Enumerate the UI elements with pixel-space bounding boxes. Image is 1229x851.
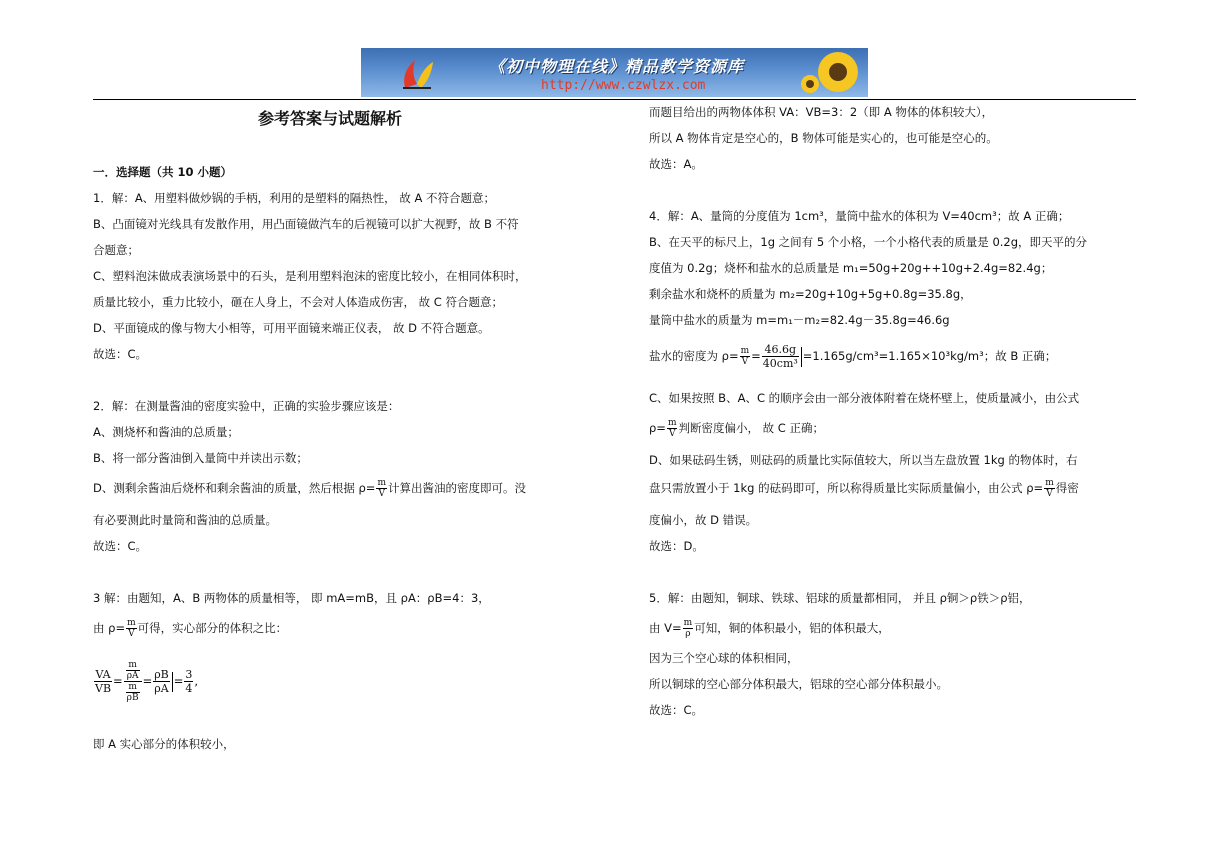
q4-line: B、在天平的标尺上，1g 之间有 5 个小格，一个小格代表的质量是 0.2g，即天平的分 (649, 235, 1088, 249)
q2-answer: 故选：C。 (93, 539, 148, 553)
section-heading: 一．选择题（共 10 小题） (93, 165, 233, 179)
q3-line: 即 A 实心部分的体积较小， (93, 737, 235, 751)
q2-line-formula (93, 478, 526, 499)
q1-line: B、凸面镜对光线具有发散作用，用凸面镜做汽车的后视镜可以扩大视野，故 B 不符 (93, 217, 519, 231)
q5-line: 5．解：由题知，铜球、铁球、铝球的质量都相同， 并且 ρ铜＞ρ铁＞ρ铝， (649, 591, 1031, 605)
fraction: $\frac{m}{V}$ (127, 618, 136, 639)
fraction: $\frac{\rho B}{\rho A}$ (154, 668, 169, 695)
q3-ratio-formula: $\frac{VA}{VB}$ = $\frac{\frac{m}{\rho A}}{\frac{m}{\rho B}}$ = $\frac{\rho B}{\rho A}$ = $\frac{3}{4}$ , (95, 660, 199, 703)
q3-cont-line: 而题目给出的两物体体积 VA：VB=3：2（即 A 物体的体积较大）， (649, 105, 994, 119)
q5-text: 由 V= (649, 621, 682, 635)
q3-line: 3 解：由题知，A、B 两物体的质量相等， 即 mA=mB，且 ρA：ρB=4：3， (93, 591, 490, 605)
fraction: $\frac{46.6g}{\text{40cm³}}$ (762, 343, 798, 370)
q4-line-formula (649, 478, 1079, 499)
q5-line-formula (649, 618, 890, 639)
q1-answer: 故选：C。 (93, 347, 148, 361)
q1-line: 1．解：A、用塑料做炒锅的手柄，利用的是塑料的隔热性， 故 A 不符合题意； (93, 191, 496, 205)
q3-cont-line: 所以 A 物体肯定是空心的，B 物体可能是实心的，也可能是空心的。 (649, 131, 998, 145)
fraction: $\frac{m}{V}$ (667, 418, 677, 439)
fraction: $\frac{VA}{VB}$ (95, 668, 112, 695)
q1-line: D、平面镜成的像与物大小相等，可用平面镜来端正仪表， 故 D 不符合题意。 (93, 321, 490, 335)
fraction: $\frac{m}{V}$ (740, 346, 750, 367)
fraction: $\frac{\frac{m}{\rho A}}{\frac{m}{\rho B}}$ (124, 660, 142, 703)
q2-line: B、将一部分酱油倒入量筒中并读出示数； (93, 451, 308, 465)
q4-text: 得密 (1055, 481, 1079, 495)
q2-line: A、测烧杯和酱油的总质量； (93, 425, 239, 439)
q4-text: ρ= (649, 421, 666, 435)
q1-line: C、塑料泡沫做成表演场景中的石头，是利用塑料泡沫的密度比较小，在相同体积时， (93, 269, 527, 283)
q1-line: 质量比较小，重力比较小，砸在人身上，不会对人体造成伤害， 故 C 符合题意； (93, 295, 503, 309)
banner-url: http://www.czwlzx.com (541, 78, 706, 93)
q5-text: 可知，铜的体积最小，铝的体积最大， (694, 621, 890, 635)
fraction: $\frac{m}{V}$ (377, 478, 386, 499)
fraction: $\frac{m}{V}$ (1045, 478, 1054, 499)
banner-title: 《初中物理在线》精品教学资源库 (489, 57, 745, 76)
q4-text: 盘只需放置小于 1kg 的砝码即可，所以称得质量比实际质量偏小，由公式 ρ= (649, 481, 1044, 495)
q4-density-formula: 盐水的密度为 ρ= $\frac{m}{V}$ = $\frac{46.6g}{\text{40cm³}}$ =1.165g/cm³=1.165×10³kg/m³；故 B 正确； (649, 343, 1057, 370)
q4-text: 盐水的密度为 ρ= (649, 349, 739, 363)
page-title: 参考答案与试题解析 (258, 109, 403, 128)
q5-line: 因为三个空心球的体积相同， (649, 651, 799, 665)
q3-text: 由 ρ= (93, 621, 126, 635)
logo-icon (397, 54, 437, 92)
q4-line: 剩余盐水和烧杯的质量为 m₂=20g+10g+5g+0.8g=35.8g， (649, 287, 972, 301)
q3-answer: 故选：A。 (649, 157, 703, 171)
header-rule (93, 99, 1136, 100)
q1-line: 合题意； (93, 243, 139, 257)
q3-line-formula (93, 618, 287, 639)
q4-answer: 故选：D。 (649, 539, 704, 553)
q4-line: 度值为 0.2g；烧杯和盐水的总质量是 m₁=50g+20g++10g+2.4g=82.4g； (649, 261, 1053, 275)
q2-text: 计算出酱油的密度即可。没 (388, 481, 526, 495)
q4-line: 量筒中盐水的质量为 m=m₁－m₂=82.4g－35.8g=46.6g (649, 313, 950, 327)
q4-line: 4．解：A、量筒的分度值为 1cm³，量筒中盐水的体积为 V=40cm³；故 A 正确； (649, 209, 1070, 223)
q5-answer: 故选：C。 (649, 703, 704, 717)
q4-line: C、如果按照 B、A、C 的顺序会由一部分液体附着在烧杯壁上，使质量减小，由公式 (649, 391, 1080, 405)
fraction: $\frac{m}{\rho}$ (683, 618, 693, 639)
q2-line: 有必要测此时量筒和酱油的总质量。 (93, 513, 277, 527)
fraction: $\frac{3}{4}$ (185, 668, 193, 695)
q4-text: 判断密度偏小， 故 C 正确； (678, 421, 824, 435)
header-banner (361, 48, 868, 97)
q3-text: 可得，实心部分的体积之比： (137, 621, 288, 635)
q4-line: 度偏小，故 D 错误。 (649, 513, 758, 527)
q4-text: =1.165g/cm³=1.165×10³kg/m³；故 B 正确； (802, 349, 1057, 363)
q5-line: 所以铜球的空心部分体积最大，铝球的空心部分体积最小。 (649, 677, 948, 691)
q2-text: D、测剩余酱油后烧杯和剩余酱油的质量，然后根据 ρ= (93, 481, 376, 495)
q2-line: 2．解：在测量酱油的密度实验中，正确的实验步骤应该是： (93, 399, 400, 413)
sunflower-icon (800, 50, 862, 97)
q4-line-formula (649, 418, 824, 439)
q4-line: D、如果砝码生锈，则砝码的质量比实际值较大，所以当左盘放置 1kg 的物体时，右 (649, 453, 1078, 467)
